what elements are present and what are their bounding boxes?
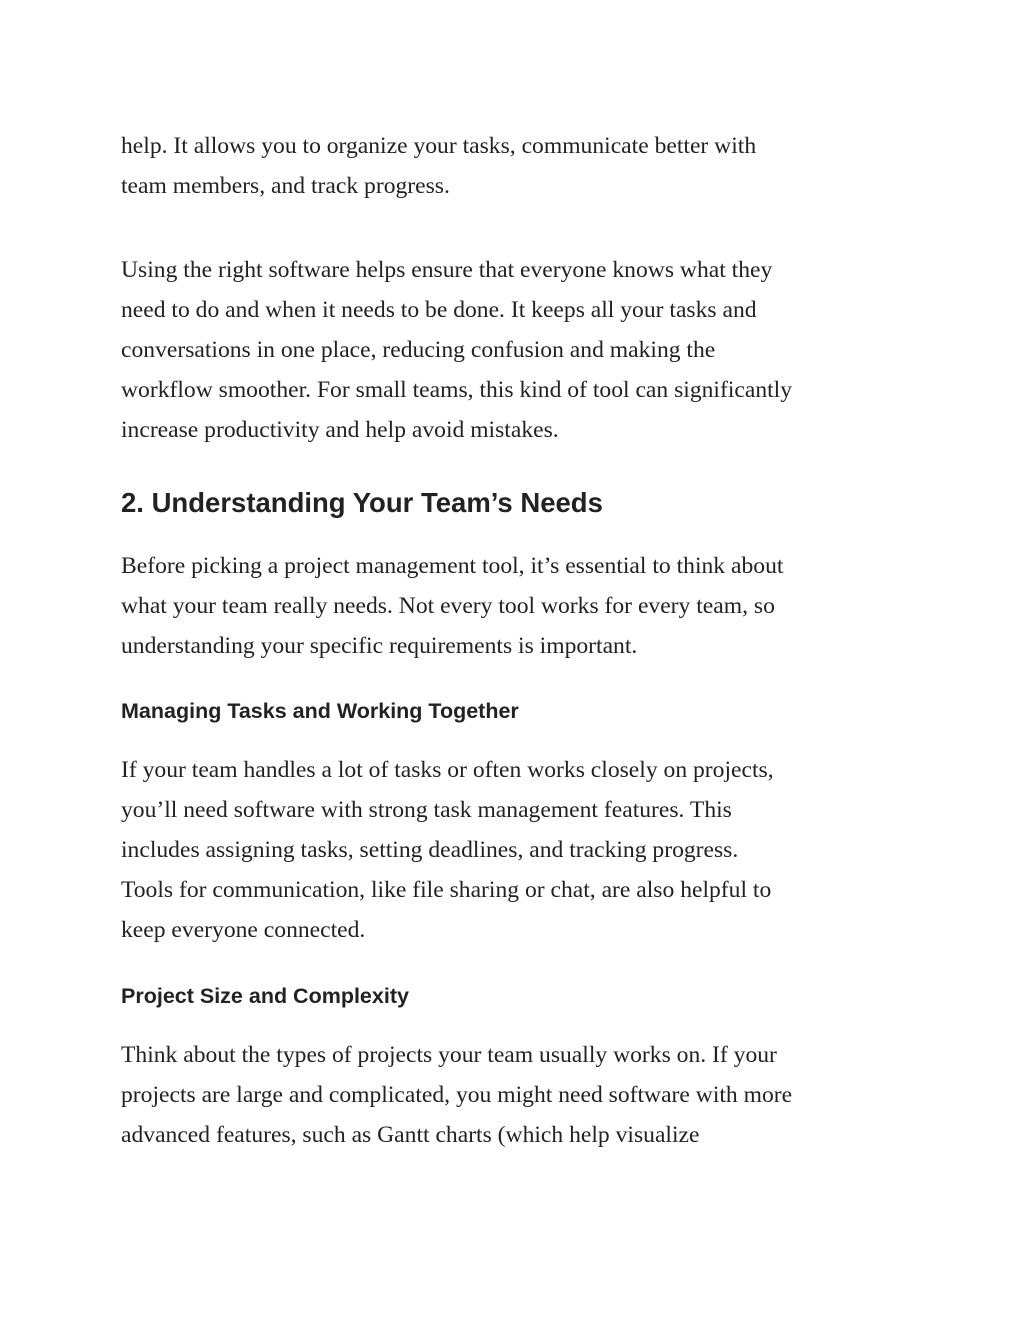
subsection-paragraph-line: If your team handles a lot of tasks or often works closely on projects, <box>121 757 774 783</box>
section-paragraph-line: understanding your specific requirements is important. <box>121 633 638 659</box>
section-heading: 2. Understanding Your Team’s Needs <box>121 487 603 518</box>
section-paragraph-line: what your team really needs. Not every tool works for every team, so <box>121 593 775 619</box>
software-paragraph-line: workflow smoother. For small teams, this kind of tool can significantly <box>121 377 793 403</box>
software-paragraph-line: Using the right software helps ensure that everyone knows what they <box>121 257 773 283</box>
intro-paragraph-line: help. It allows you to organize your tasks, communicate better with <box>121 133 757 159</box>
subsection-paragraph-line: projects are large and complicated, you might need software with more <box>121 1082 793 1108</box>
software-paragraph-line: conversations in one place, reducing confusion and making the <box>121 337 716 363</box>
subsection-heading: Managing Tasks and Working Together <box>121 699 519 723</box>
software-paragraph-line: increase productivity and help avoid mistakes. <box>121 417 559 443</box>
subsection-paragraph-line: advanced features, such as Gantt charts (which help visualize <box>121 1122 700 1148</box>
subsection-paragraph-line: keep everyone connected. <box>121 917 366 943</box>
subsection-heading: Project Size and Complexity <box>121 984 409 1008</box>
intro-paragraph-line: team members, and track progress. <box>121 173 450 199</box>
subsection-paragraph-line: Think about the types of projects your team usually works on. If your <box>121 1042 777 1068</box>
section-paragraph-line: Before picking a project management tool, it’s essential to think about <box>121 553 784 579</box>
subsection-paragraph-line: Tools for communication, like file sharing or chat, are also helpful to <box>121 877 772 903</box>
subsection-paragraph-line: you’ll need software with strong task management features. This <box>121 797 732 823</box>
subsection-paragraph-line: includes assigning tasks, setting deadlines, and tracking progress. <box>121 837 739 863</box>
software-paragraph-line: need to do and when it needs to be done. It keeps all your tasks and <box>121 297 757 323</box>
